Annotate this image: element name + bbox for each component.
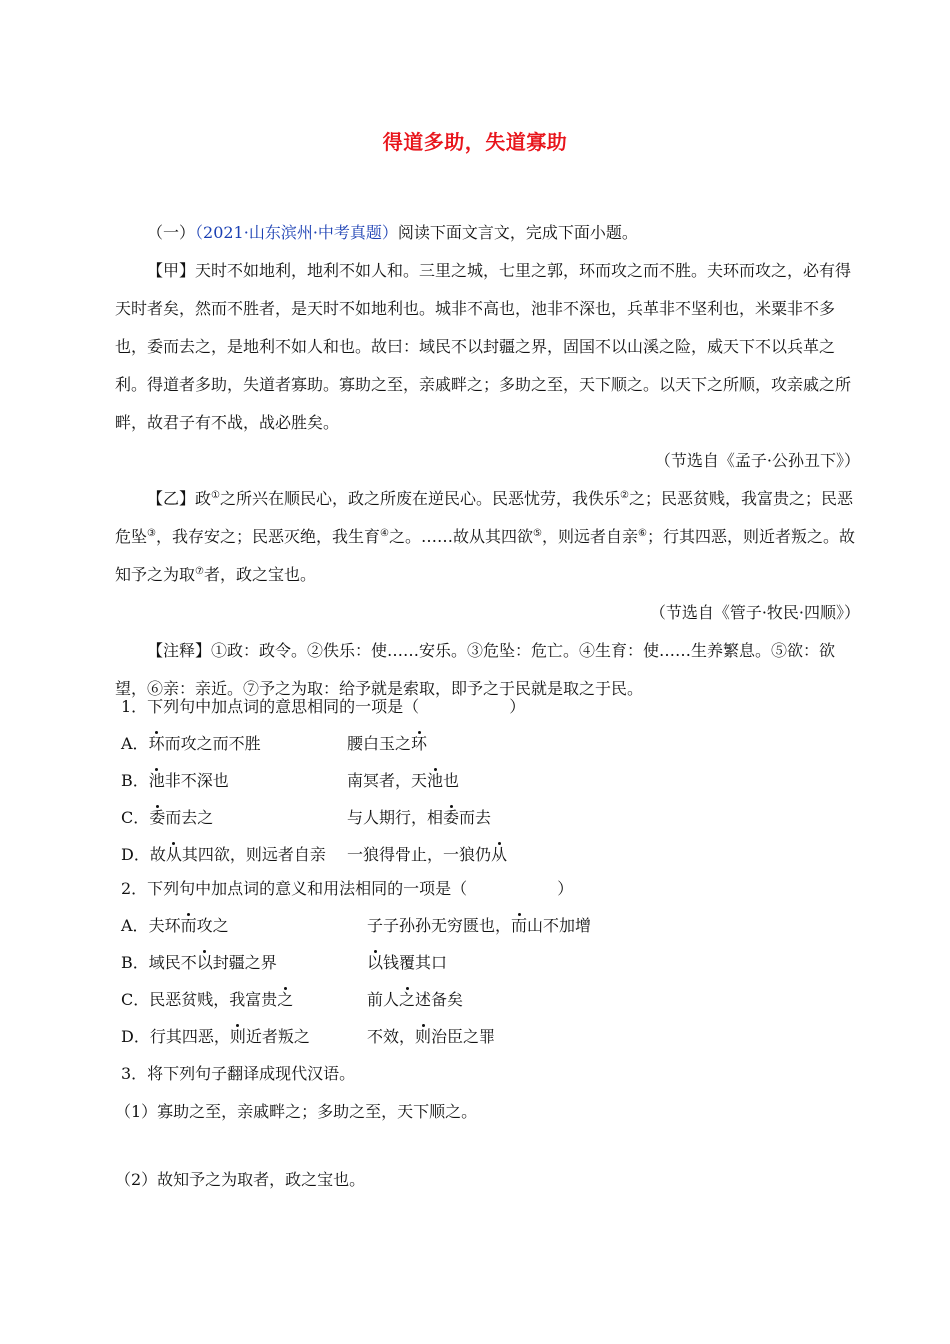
sentence-text: 封疆之界 [212,953,277,972]
option-sentence-a [121,1018,367,1055]
option-sentence-a [121,981,367,1018]
question-2 [115,870,860,1055]
option-sentence-b [367,981,463,1018]
translation-item-1: （1）寡助之至，亲戚畔之；多助之至，天下顺之。 [115,1102,478,1121]
yi-text-2: 之所兴在顺民心，政之所废在逆民心。民恶忧劳，我佚乐 [220,489,621,508]
sentence-text: 钱覆其口 [383,953,448,972]
option-sentence-b [347,725,427,762]
sentence-text: 故 [149,845,166,864]
dotted-word: 而 [181,907,197,944]
option-sentence-b [347,762,459,799]
question-2-text: 2．下列句中加点词的意义和用法相同的一项是（ [121,879,468,898]
passage-yi-source: （节选自《管子·牧民·四顺》） [649,603,860,622]
sentence-text: 非不深也 [164,771,229,790]
dotted-word: 池 [149,762,165,799]
note-ref-7: ⑦ [195,566,204,577]
passage-yi-mark: 【乙】 [147,489,196,508]
option-label: A． [121,916,149,935]
question-1-close: ） [509,697,526,716]
sentence-text: 一狼得骨止，一狼仍 [347,845,492,864]
option-sentence-a [121,944,367,981]
dotted-word: 则 [230,1018,246,1055]
passage-block [115,214,860,708]
option-label: D． [121,1027,150,1046]
sentence-text: 而去之 [165,808,214,827]
option-label: B． [121,771,149,790]
note-ref-3: ③ [147,528,156,539]
sentence-text: 述备矣 [415,990,464,1009]
sentence-text: 与人期行，相 [347,808,444,827]
option-sentence-a [121,836,347,873]
question-2-options [115,907,860,1055]
question-2-close: ） [557,879,574,898]
question-1 [115,688,860,873]
option-sentence-b [367,1018,495,1055]
sentence-text: 其四欲，则远者自亲 [181,845,326,864]
option-d[interactable] [115,1018,860,1055]
dotted-word: 之 [399,981,415,1018]
option-b[interactable] [115,762,860,799]
yi-text-6: ，则远者自亲 [541,527,638,546]
dotted-word: 以 [197,944,213,981]
dotted-word: 从 [491,836,507,873]
dotted-word: 以 [367,944,383,981]
option-a[interactable] [115,907,860,944]
question-3 [115,1055,860,1199]
option-sentence-b [347,836,507,873]
option-label: D． [121,845,150,864]
passage-jia-text: 天时不如地利，地利不如人和。三里之城，七里之郭，环而攻之而不胜。夫环而攻之，必有得天时者矣，然而不胜者，是天时不如地利也。城非不高也，池非不深也，兵革非不坚利也，米粟非不多也，委而去之，是地利不如人和也。故曰：域民不以封疆之界，固国不以山溪之险，威天下不以兵革之利。得道者多助，失道者寡助。寡助之至，亲戚畔之；多助之至，天下顺之。以天下之所顺，攻亲戚之所畔，故君子有不战，战必胜矣。 [115,261,852,432]
sentence-text: 山不加增 [527,916,592,935]
option-c[interactable] [115,799,860,836]
option-sentence-a [121,762,347,799]
notes-text: ①政：政令。②佚乐：使……安乐。③危坠：危亡。④生育：使……生养繁息。⑤欲：欲望，⑥亲：亲近。⑦予之为取：给予就是索取，即予之于民就是取之于民。 [115,641,836,698]
note-ref-1: ① [211,490,220,501]
notes-mark: 【注释】 [147,641,212,660]
question-3-stem: 3．将下列句子翻译成现代汉语。 [121,1064,356,1083]
dotted-word: 从 [166,836,182,873]
yi-text-5: 之。……故从其四欲 [388,527,533,546]
section-label: （一） [147,223,196,242]
sentence-text: 近者叛之 [245,1027,310,1046]
option-a[interactable] [115,725,860,762]
sentence-text: 而攻之而不胜 [164,734,261,753]
option-sentence-b [347,799,491,836]
sentence-text: 也 [443,771,460,790]
translation-item-2: （2）故知予之为取者，政之宝也。 [115,1170,366,1189]
option-sentence-a [121,799,347,836]
intro-line [115,214,860,252]
question-1-text: 1．下列句中加点词的意思相同的一项是（ [121,697,420,716]
yi-text-4: ，我存安之；民恶灭绝，我生育 [155,527,380,546]
option-label: C． [121,808,150,827]
sentence-text: 南冥者，天 [347,771,428,790]
sentence-text: 不效， [367,1027,416,1046]
note-ref-6: ⑥ [637,528,647,539]
passage-jia [115,252,860,442]
dotted-word: 委 [443,799,459,836]
dotted-word: 之 [277,981,293,1018]
question-1-options [115,725,860,873]
option-label: B． [121,953,149,972]
sentence-text: 腰白玉之 [347,734,412,753]
sentence-text: 而去 [459,808,492,827]
option-sentence-b [367,907,591,944]
sentence-text: 子子孙孙无穷匮也， [367,916,512,935]
sentence-text: 民恶贫贱，我富贵 [149,990,278,1009]
option-label: A． [121,734,149,753]
option-sentence-b [367,944,447,981]
question-2-stem [115,870,860,907]
yi-text-1: 政 [195,489,212,508]
passage-jia-mark: 【甲】 [147,261,196,280]
yi-text-3: 之；民恶贫贱，我富贵之；民恶危坠 [115,489,853,546]
option-c[interactable] [115,981,860,1018]
dotted-word: 池 [427,762,443,799]
note-ref-4: ④ [380,528,389,539]
passage-jia-source: （节选自《孟子·公孙丑下》） [654,451,860,470]
page-title: 得道多助，失道寡助 [382,130,568,154]
dotted-word: 则 [415,1018,431,1055]
option-sentence-a [121,907,367,944]
yi-text-8: 者，政之宝也。 [203,565,316,584]
sentence-text: 攻之 [196,916,229,935]
option-label: C． [121,990,150,1009]
dotted-word: 而 [511,907,527,944]
sentence-text: 夫环 [148,916,181,935]
exam-source: （2021·山东滨州·中考真题） [195,223,398,242]
dotted-word: 委 [149,799,165,836]
sentence-text: 行其四恶， [149,1027,230,1046]
option-d[interactable] [115,836,860,873]
dotted-word: 环 [411,725,427,762]
sentence-text: 前人 [367,990,400,1009]
sentence-text: 域民不 [148,953,197,972]
yi-text-7: ；行其四恶，则近者叛之。故知予之为取 [115,527,855,584]
option-sentence-a [121,725,347,762]
dotted-word: 环 [149,725,165,762]
sentence-text: 治臣之罪 [431,1027,496,1046]
instruction: 阅读下面文言文，完成下面小题。 [397,223,638,242]
option-b[interactable] [115,944,860,981]
question-1-stem [115,688,860,725]
passage-yi [115,480,860,594]
note-ref-2: ② [620,490,629,501]
note-ref-5: ⑤ [532,528,542,539]
